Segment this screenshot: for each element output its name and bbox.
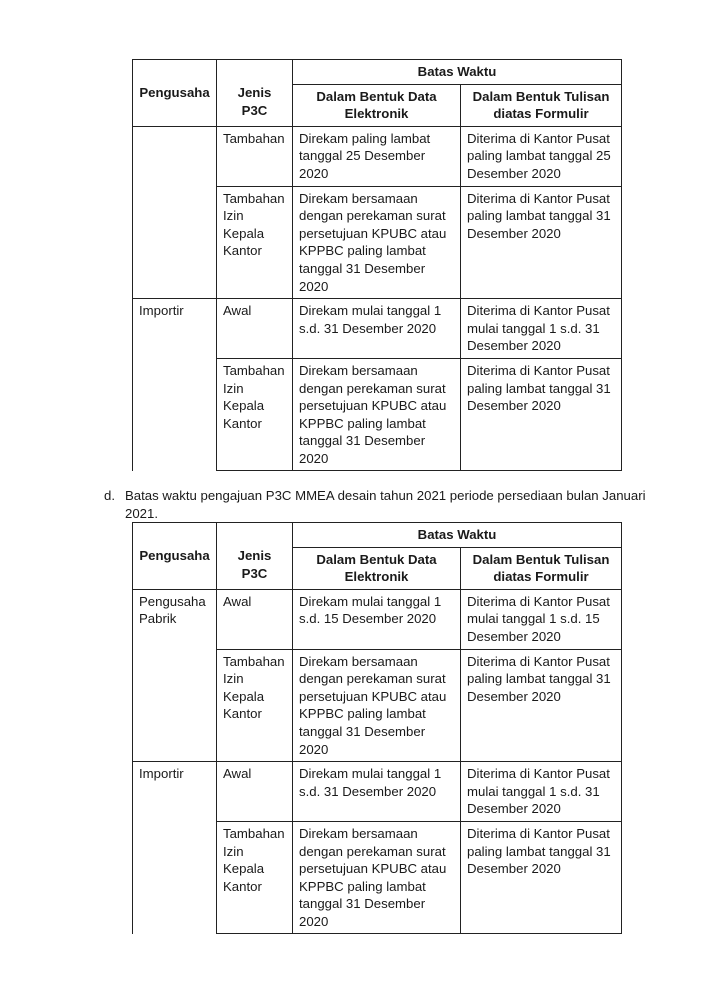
jenis-cell: Tambahan Izin Kepala Kantor — [217, 186, 293, 299]
elektronik-cell: Direkam bersamaan dengan perekaman surat persetujuan KPUBC atau KPPBC paling lambat tanggal 31 Desember 2020 — [293, 186, 461, 299]
jenis-cell: Awal — [217, 299, 293, 359]
pengusaha-cell — [133, 126, 217, 298]
formulir-cell: Diterima di Kantor Pusat paling lambat tanggal 31 Desember 2020 — [461, 821, 622, 934]
table-row — [133, 126, 622, 186]
jenis-cell: Awal — [217, 762, 293, 822]
formulir-cell: Diterima di Kantor Pusat mulai tanggal 1 s.d. 31 Desember 2020 — [461, 762, 622, 822]
jenis-cell: Tambahan Izin Kepala Kantor — [217, 821, 293, 934]
formulir-cell: Diterima di Kantor Pusat mulai tanggal 1 s.d. 15 Desember 2020 — [461, 589, 622, 649]
header-pengusaha: Pengusaha — [133, 523, 217, 590]
elektronik-cell: Direkam mulai tanggal 1 s.d. 31 Desember 2020 — [293, 762, 461, 822]
header-row — [133, 523, 622, 548]
formulir-cell: Diterima di Kantor Pusat mulai tanggal 1 s.d. 31 Desember 2020 — [461, 299, 622, 359]
header-formulir: Dalam Bentuk Tulisan diatas Formulir — [461, 547, 622, 589]
list-marker: d. — [104, 488, 115, 503]
elektronik-cell: Direkam mulai tanggal 1 s.d. 15 Desember 2020 — [293, 589, 461, 649]
header-jenis: Jenis P3C — [217, 523, 293, 590]
header-formulir: Dalam Bentuk Tulisan diatas Formulir — [461, 84, 622, 126]
header-batas-waktu: Batas Waktu — [293, 60, 622, 85]
header-pengusaha: Pengusaha — [133, 60, 217, 127]
formulir-cell: Diterima di Kantor Pusat paling lambat tanggal 31 Desember 2020 — [461, 649, 622, 762]
jenis-cell: Tambahan — [217, 126, 293, 186]
jenis-cell: Awal — [217, 589, 293, 649]
list-item-d — [104, 487, 664, 523]
pengusaha-cell: Pengusaha Pabrik — [133, 589, 217, 761]
elektronik-cell: Direkam bersamaan dengan perekaman surat persetujuan KPUBC atau KPPBC paling lambat tanggal 31 Desember 2020 — [293, 358, 461, 471]
table-row — [133, 762, 622, 822]
elektronik-cell: Direkam bersamaan dengan perekaman surat persetujuan KPUBC atau KPPBC paling lambat tanggal 31 Desember 2020 — [293, 649, 461, 762]
header-row — [133, 60, 622, 85]
header-elektronik: Dalam Bentuk Data Elektronik — [293, 84, 461, 126]
list-item-text: Batas waktu pengajuan P3C MMEA desain tahun 2021 periode persediaan bulan Januari 2021. — [125, 488, 646, 521]
pengusaha-cell: Importir — [133, 762, 217, 934]
header-jenis: Jenis P3C — [217, 60, 293, 127]
formulir-cell: Diterima di Kantor Pusat paling lambat tanggal 31 Desember 2020 — [461, 358, 622, 471]
formulir-cell: Diterima di Kantor Pusat paling lambat tanggal 25 Desember 2020 — [461, 126, 622, 186]
jenis-cell: Tambahan Izin Kepala Kantor — [217, 649, 293, 762]
table-row — [133, 299, 622, 359]
jenis-cell: Tambahan Izin Kepala Kantor — [217, 358, 293, 471]
elektronik-cell: Direkam paling lambat tanggal 25 Desember 2020 — [293, 126, 461, 186]
pengusaha-cell: Importir — [133, 299, 217, 471]
table-row — [133, 589, 622, 649]
header-elektronik: Dalam Bentuk Data Elektronik — [293, 547, 461, 589]
header-batas-waktu: Batas Waktu — [293, 523, 622, 548]
formulir-cell: Diterima di Kantor Pusat paling lambat tanggal 31 Desember 2020 — [461, 186, 622, 299]
deadline-table-c — [132, 59, 622, 471]
elektronik-cell: Direkam bersamaan dengan perekaman surat persetujuan KPUBC atau KPPBC paling lambat tanggal 31 Desember 2020 — [293, 821, 461, 934]
elektronik-cell: Direkam mulai tanggal 1 s.d. 31 Desember 2020 — [293, 299, 461, 359]
deadline-table-d — [132, 522, 622, 934]
